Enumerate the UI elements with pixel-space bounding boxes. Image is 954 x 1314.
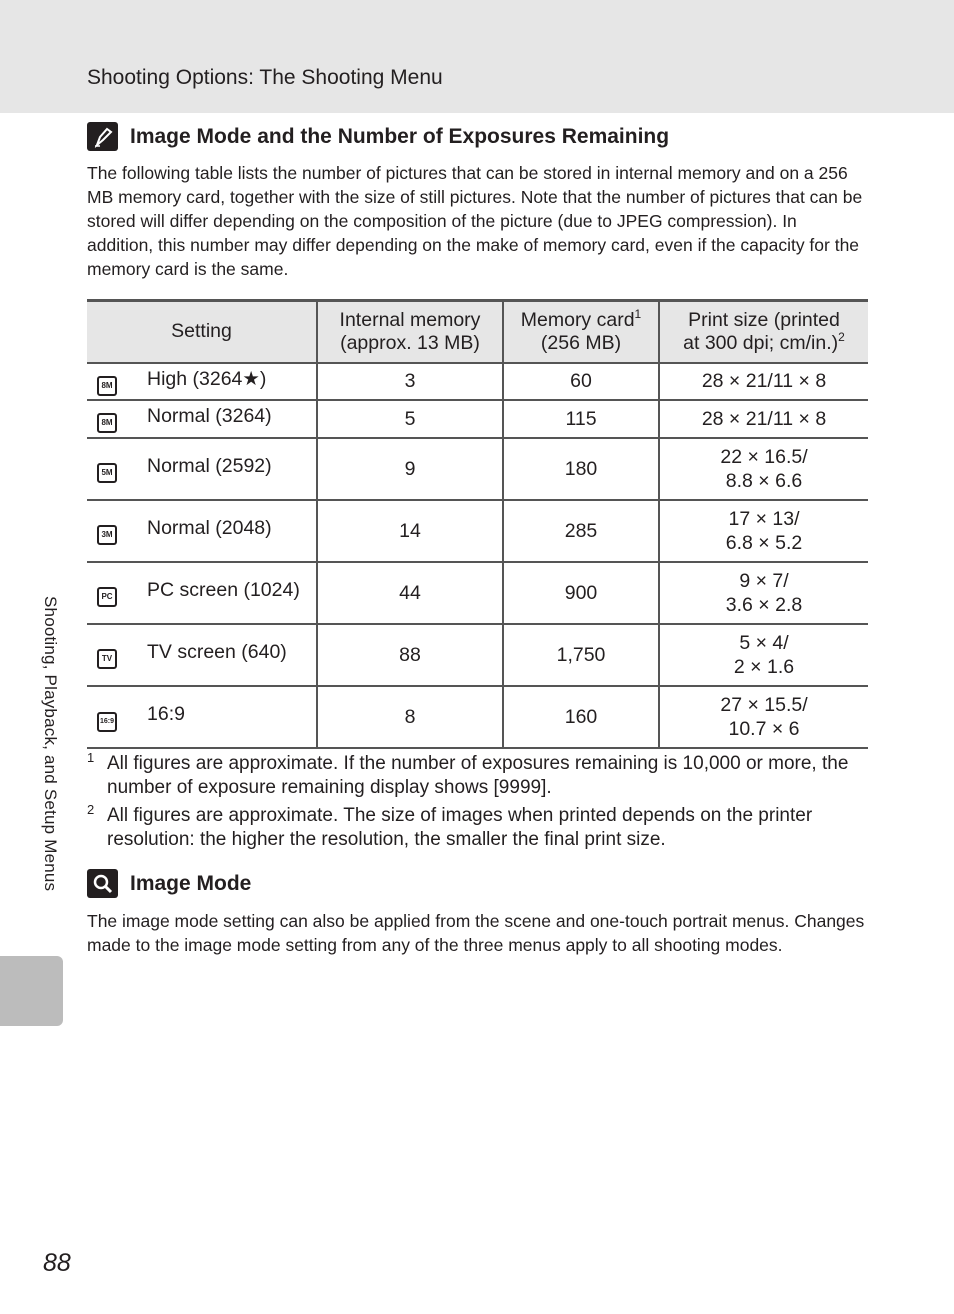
section-heading-image-mode xyxy=(87,869,251,898)
page-header-title: Shooting Options: The Shooting Menu xyxy=(87,66,443,89)
table-row xyxy=(87,500,868,562)
card-cell: 60 xyxy=(503,363,659,400)
footnote-number: 1 xyxy=(87,750,95,765)
header-print-size: Print size (printed at 300 dpi; cm/in.)$^2$ xyxy=(659,301,868,363)
print-cell: 28 × 21/11 × 8 xyxy=(659,363,868,400)
tv-icon: TV xyxy=(97,649,117,669)
image-mode-table xyxy=(87,299,868,749)
card-cell: 900 xyxy=(503,562,659,624)
header-memory-card: Memory card$^1$ (256 MB) xyxy=(503,301,659,363)
internal-cell: 88 xyxy=(317,624,503,686)
card-cell: 180 xyxy=(503,438,659,500)
setting-cell: 8M Normal (3264) xyxy=(87,400,317,438)
side-chapter-label: Shooting, Playback, and Setup Menus xyxy=(41,596,60,892)
table-row xyxy=(87,624,868,686)
section-heading-text: Image Mode and the Number of Exposures Remaining xyxy=(130,124,670,148)
image-mode-paragraph: The image mode setting can also be applied from the scene and one-touch portrait menus. Changes made to the image mode setting from any of the three menus apply to all shooting modes. xyxy=(87,911,865,955)
card-cell: 1,750 xyxy=(503,624,659,686)
page-number: 88 xyxy=(43,1249,71,1277)
table-row xyxy=(87,562,868,624)
section-heading-image-mode-exposures xyxy=(87,122,669,151)
intro-paragraph: The following table lists the number of pictures that can be stored in internal memory and on a 256 MB memory card, together with the size of still pictures. Note that the number of pictures that can be stored will differ depending on the composition of the picture (due to JPEG compression). In addition, this number may differ depending on the make of memory card, even if the capacity for the memory card is the same. xyxy=(87,163,863,279)
5m-icon: 5M xyxy=(97,463,117,483)
footnote-text: All figures are approximate. If the number of exposures remaining is 10,000 or more, the number of exposure remaining display shows [9999]. xyxy=(107,753,849,798)
internal-cell: 3 xyxy=(317,363,503,400)
print-cell: 22 × 16.5/ 8.8 × 6.6 xyxy=(659,438,868,500)
header-setting: Setting xyxy=(87,301,317,363)
header-internal-memory: Internal memory (approx. 13 MB) xyxy=(317,301,503,363)
internal-cell: 5 xyxy=(317,400,503,438)
print-cell: 5 × 4/ 2 × 1.6 xyxy=(659,624,868,686)
internal-cell: 14 xyxy=(317,500,503,562)
setting-cell: 8M High (3264★) xyxy=(87,363,317,400)
8m-icon: 8M xyxy=(97,413,117,433)
print-cell: 17 × 13/ 6.8 × 5.2 xyxy=(659,500,868,562)
16-9-icon: 16:9 xyxy=(97,712,117,732)
chapter-tab xyxy=(0,956,63,1026)
pc-icon: PC xyxy=(97,587,117,607)
8m-star-icon: 8M xyxy=(97,376,117,396)
internal-cell: 44 xyxy=(317,562,503,624)
pencil-note-icon xyxy=(87,122,118,151)
footnote-1 xyxy=(87,752,867,800)
footnote-text: All figures are approximate. The size of images when printed depends on the printer resolution: the higher the resolution, the smaller the final print size. xyxy=(107,805,813,850)
header-band xyxy=(0,0,954,113)
card-cell: 160 xyxy=(503,686,659,748)
setting-cell: TV TV screen (640) xyxy=(87,624,317,686)
table-row xyxy=(87,438,868,500)
internal-cell: 8 xyxy=(317,686,503,748)
table-row xyxy=(87,400,868,438)
3m-icon: 3M xyxy=(97,525,117,545)
setting-cell: PC PC screen (1024) xyxy=(87,562,317,624)
print-cell: 9 × 7/ 3.6 × 2.8 xyxy=(659,562,868,624)
print-cell: 28 × 21/11 × 8 xyxy=(659,400,868,438)
table-header-row xyxy=(87,301,868,363)
magnifier-tip-icon xyxy=(87,869,118,898)
setting-cell: 3M Normal (2048) xyxy=(87,500,317,562)
section-heading-text: Image Mode xyxy=(130,871,252,895)
card-cell: 115 xyxy=(503,400,659,438)
setting-cell: 16:9 16:9 xyxy=(87,686,317,748)
setting-cell: 5M Normal (2592) xyxy=(87,438,317,500)
footnote-number: 2 xyxy=(87,802,95,817)
footnote-2 xyxy=(87,804,867,852)
table-row xyxy=(87,363,868,400)
table-row xyxy=(87,686,868,748)
print-cell: 27 × 15.5/ 10.7 × 6 xyxy=(659,686,868,748)
internal-cell: 9 xyxy=(317,438,503,500)
card-cell: 285 xyxy=(503,500,659,562)
